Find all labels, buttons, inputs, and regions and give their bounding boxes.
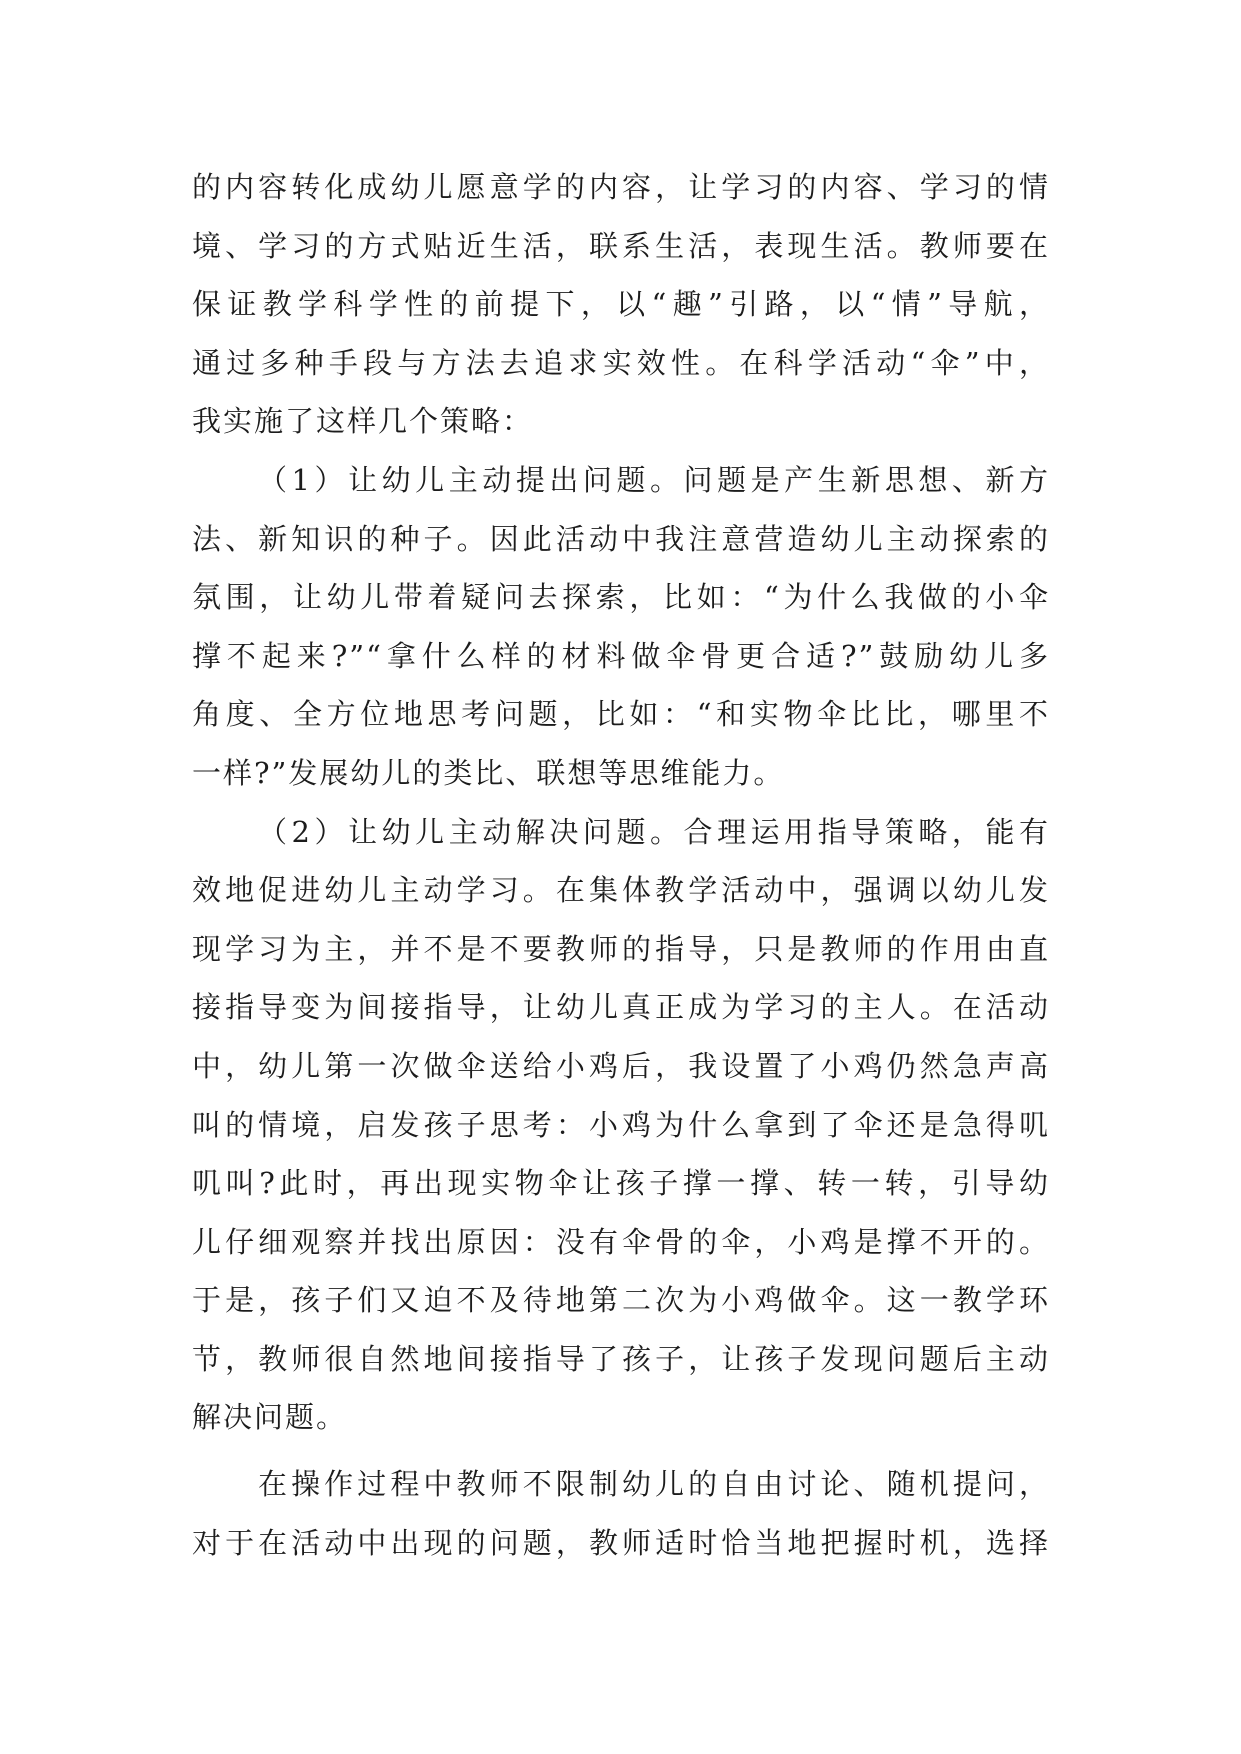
text-line: （1）让幼儿主动提出问题。问题是产生新思想、新方: [258, 462, 1050, 497]
text-line: 解决问题。: [192, 1400, 348, 1435]
text-line: 角度、全方位地思考问题，比如：“和实物伞比比，哪里不: [192, 697, 1050, 732]
text-line: 中，幼儿第一次做伞送给小鸡后，我设置了小鸡仍然急声高: [192, 1048, 1050, 1083]
text-line: 氛围，让幼儿带着疑问去探索，比如：“为什么我做的小伞: [192, 580, 1050, 615]
text-line: （2）让幼儿主动解决问题。合理运用指导策略，能有: [258, 814, 1050, 849]
text-line: 我实施了这样几个策略：: [192, 404, 534, 439]
document-body: [192, 158, 1050, 1572]
text-line: 效地促进幼儿主动学习。在集体教学活动中，强调以幼儿发: [192, 873, 1050, 908]
text-line: 一样?”发展幼儿的类比、联想等思维能力。: [192, 755, 785, 790]
text-line: 通过多种手段与方法去追求实效性。在科学活动“伞”中，: [192, 345, 1050, 380]
paragraph-gap: [192, 1447, 1050, 1455]
text-line: 现学习为主，并不是不要教师的指导，只是教师的作用由直: [192, 931, 1050, 966]
paragraph: [192, 803, 1050, 1448]
text-line: 接指导变为间接指导，让幼儿真正成为学习的主人。在活动: [192, 990, 1050, 1025]
text-line: 节，教师很自然地间接指导了孩子，让孩子发现问题后主动: [192, 1341, 1050, 1376]
paragraph: [192, 451, 1050, 803]
text-line: 叫的情境，启发孩子思考：小鸡为什么拿到了伞还是急得叽: [192, 1107, 1050, 1142]
text-line: 叽叫?此时，再出现实物伞让孩子撑一撑、转一转，引导幼: [192, 1166, 1050, 1201]
text-line: 境、学习的方式贴近生活，联系生活，表现生活。教师要在: [192, 228, 1050, 263]
paragraph: [192, 158, 1050, 451]
text-line: 的内容转化成幼儿愿意学的内容，让学习的内容、学习的情: [192, 170, 1050, 204]
text-line: 在操作过程中教师不限制幼儿的自由讨论、随机提问，: [258, 1467, 1050, 1502]
text-line: 法、新知识的种子。因此活动中我注意营造幼儿主动探索的: [192, 521, 1050, 556]
text-line: 儿仔细观察并找出原因：没有伞骨的伞，小鸡是撑不开的。: [192, 1224, 1050, 1259]
paragraph: [192, 1455, 1050, 1572]
text-line: 保证教学科学性的前提下，以“趣”引路，以“情”导航，: [192, 287, 1050, 322]
text-line: 撑不起来?”“拿什么样的材料做伞骨更合适?”鼓励幼儿多: [192, 638, 1050, 673]
text-line: 对于在活动中出现的问题，教师适时恰当地把握时机，选择: [192, 1525, 1050, 1560]
text-line: 于是，孩子们又迫不及待地第二次为小鸡做伞。这一教学环: [192, 1283, 1050, 1318]
